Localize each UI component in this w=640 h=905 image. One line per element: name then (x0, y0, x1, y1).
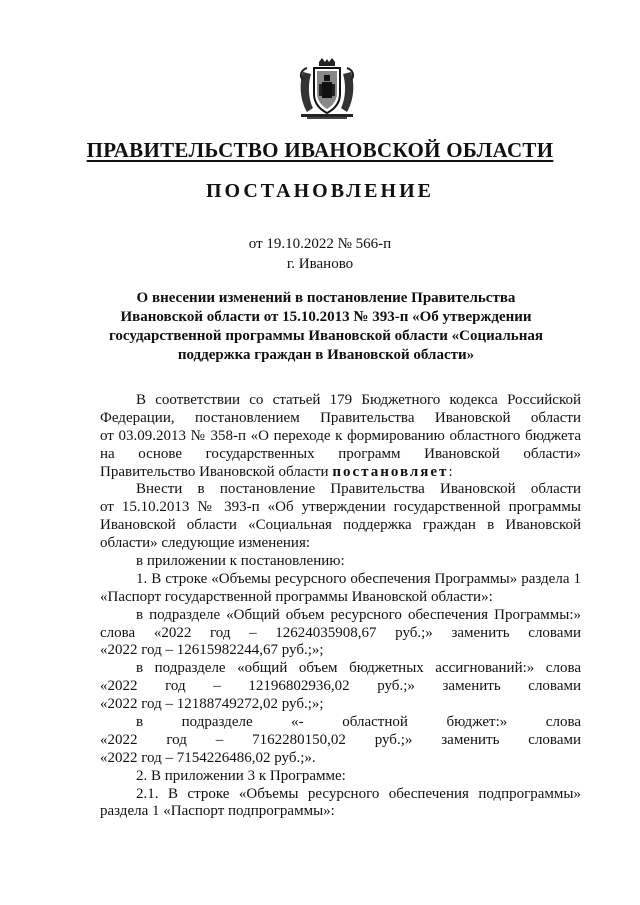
paragraph-item-2-1 (100, 786, 581, 822)
text-line: в подразделе «общий объем бюджетных ассигнований:» слова (136, 660, 581, 677)
paragraph-item-1 (100, 571, 581, 607)
text-line: «2022 год – 12615982244,67 руб.;»; (100, 642, 324, 659)
text-line: в подразделе «- областной бюджет:» слова (136, 714, 581, 731)
text-line: в подразделе «Общий объем ресурсного обеспечения Программы:» (136, 606, 581, 623)
text-line: «2022 год – 12196802936,02 руб.;» заменить словами (100, 678, 581, 695)
text-line: от 03.09.2013 № 358-п «О переходе к формированию областного бюджета (100, 427, 581, 444)
paragraph-legal-basis (100, 392, 581, 481)
text-line: В соответствии со статьей 179 Бюджетного кодекса Российской (136, 392, 581, 408)
text-line: «Паспорт государственной программы Ивановской области»: (100, 588, 493, 605)
text-line: на основе государственных программ Ивановской области» (100, 445, 581, 462)
text-line: раздела 1 «Паспорт подпрограммы»: (100, 803, 335, 820)
document-body (100, 392, 581, 821)
text-fragment: : (448, 463, 453, 480)
text-line: от 15.10.2013 № 393-п «Об утверждении государственной программы (100, 499, 581, 516)
text-line: 2.1. В строке «Объемы ресурсного обеспечения подпрограммы» (136, 785, 581, 802)
document-date-number: от 19.10.2022 № 566-п (248, 236, 392, 252)
paragraph-amend (100, 481, 581, 553)
text-line: области» следующие изменения: (100, 535, 311, 552)
coat-of-arms-icon (297, 58, 357, 120)
text-line (100, 464, 581, 482)
paragraph-budget-allocations (100, 660, 581, 714)
text-line: «2022 год – 7162280150,02 руб.;» заменить словами (100, 731, 581, 748)
text-line: «2022 год – 12188749272,02 руб.;»; (100, 696, 324, 713)
paragraph-regional-budget (100, 714, 581, 768)
document-type: ПОСТАНОВЛЕНИЕ (206, 180, 434, 202)
text-line: Ивановской области «Социальная поддержка граждан в Ивановской (100, 517, 581, 534)
decree-word: постановляет (332, 463, 449, 480)
paragraph-total-volume (100, 607, 581, 661)
text-line: Внести в постановление Правительства Ивановской области (136, 481, 581, 498)
text-line: слова «2022 год – 12624035908,67 руб.;» заменить словами (100, 624, 581, 641)
text-line: Федерации, постановлением Правительства Ивановской области (100, 409, 581, 426)
text-line: 2. В приложении 3 к Программе: (136, 767, 346, 784)
government-title: ПРАВИТЕЛЬСТВО ИВАНОВСКОЙ ОБЛАСТИ (86, 138, 554, 162)
document-city: г. Иваново (286, 256, 354, 272)
document-subject: О внесении изменений в постановление Правительства Ивановской области от 15.10.2013 № 393-п «Об утверждении государственной программы Ивановской области «Социальная поддержка граждан в Ивановской области» (108, 290, 543, 363)
text-line: в приложении к постановлению: (136, 553, 345, 570)
text-line: 1. В строке «Объемы ресурсного обеспечения Программы» раздела 1 (136, 570, 581, 587)
text-fragment: Правительство Ивановской области (100, 463, 329, 480)
text-line: «2022 год – 7154226486,02 руб.;». (100, 749, 316, 766)
